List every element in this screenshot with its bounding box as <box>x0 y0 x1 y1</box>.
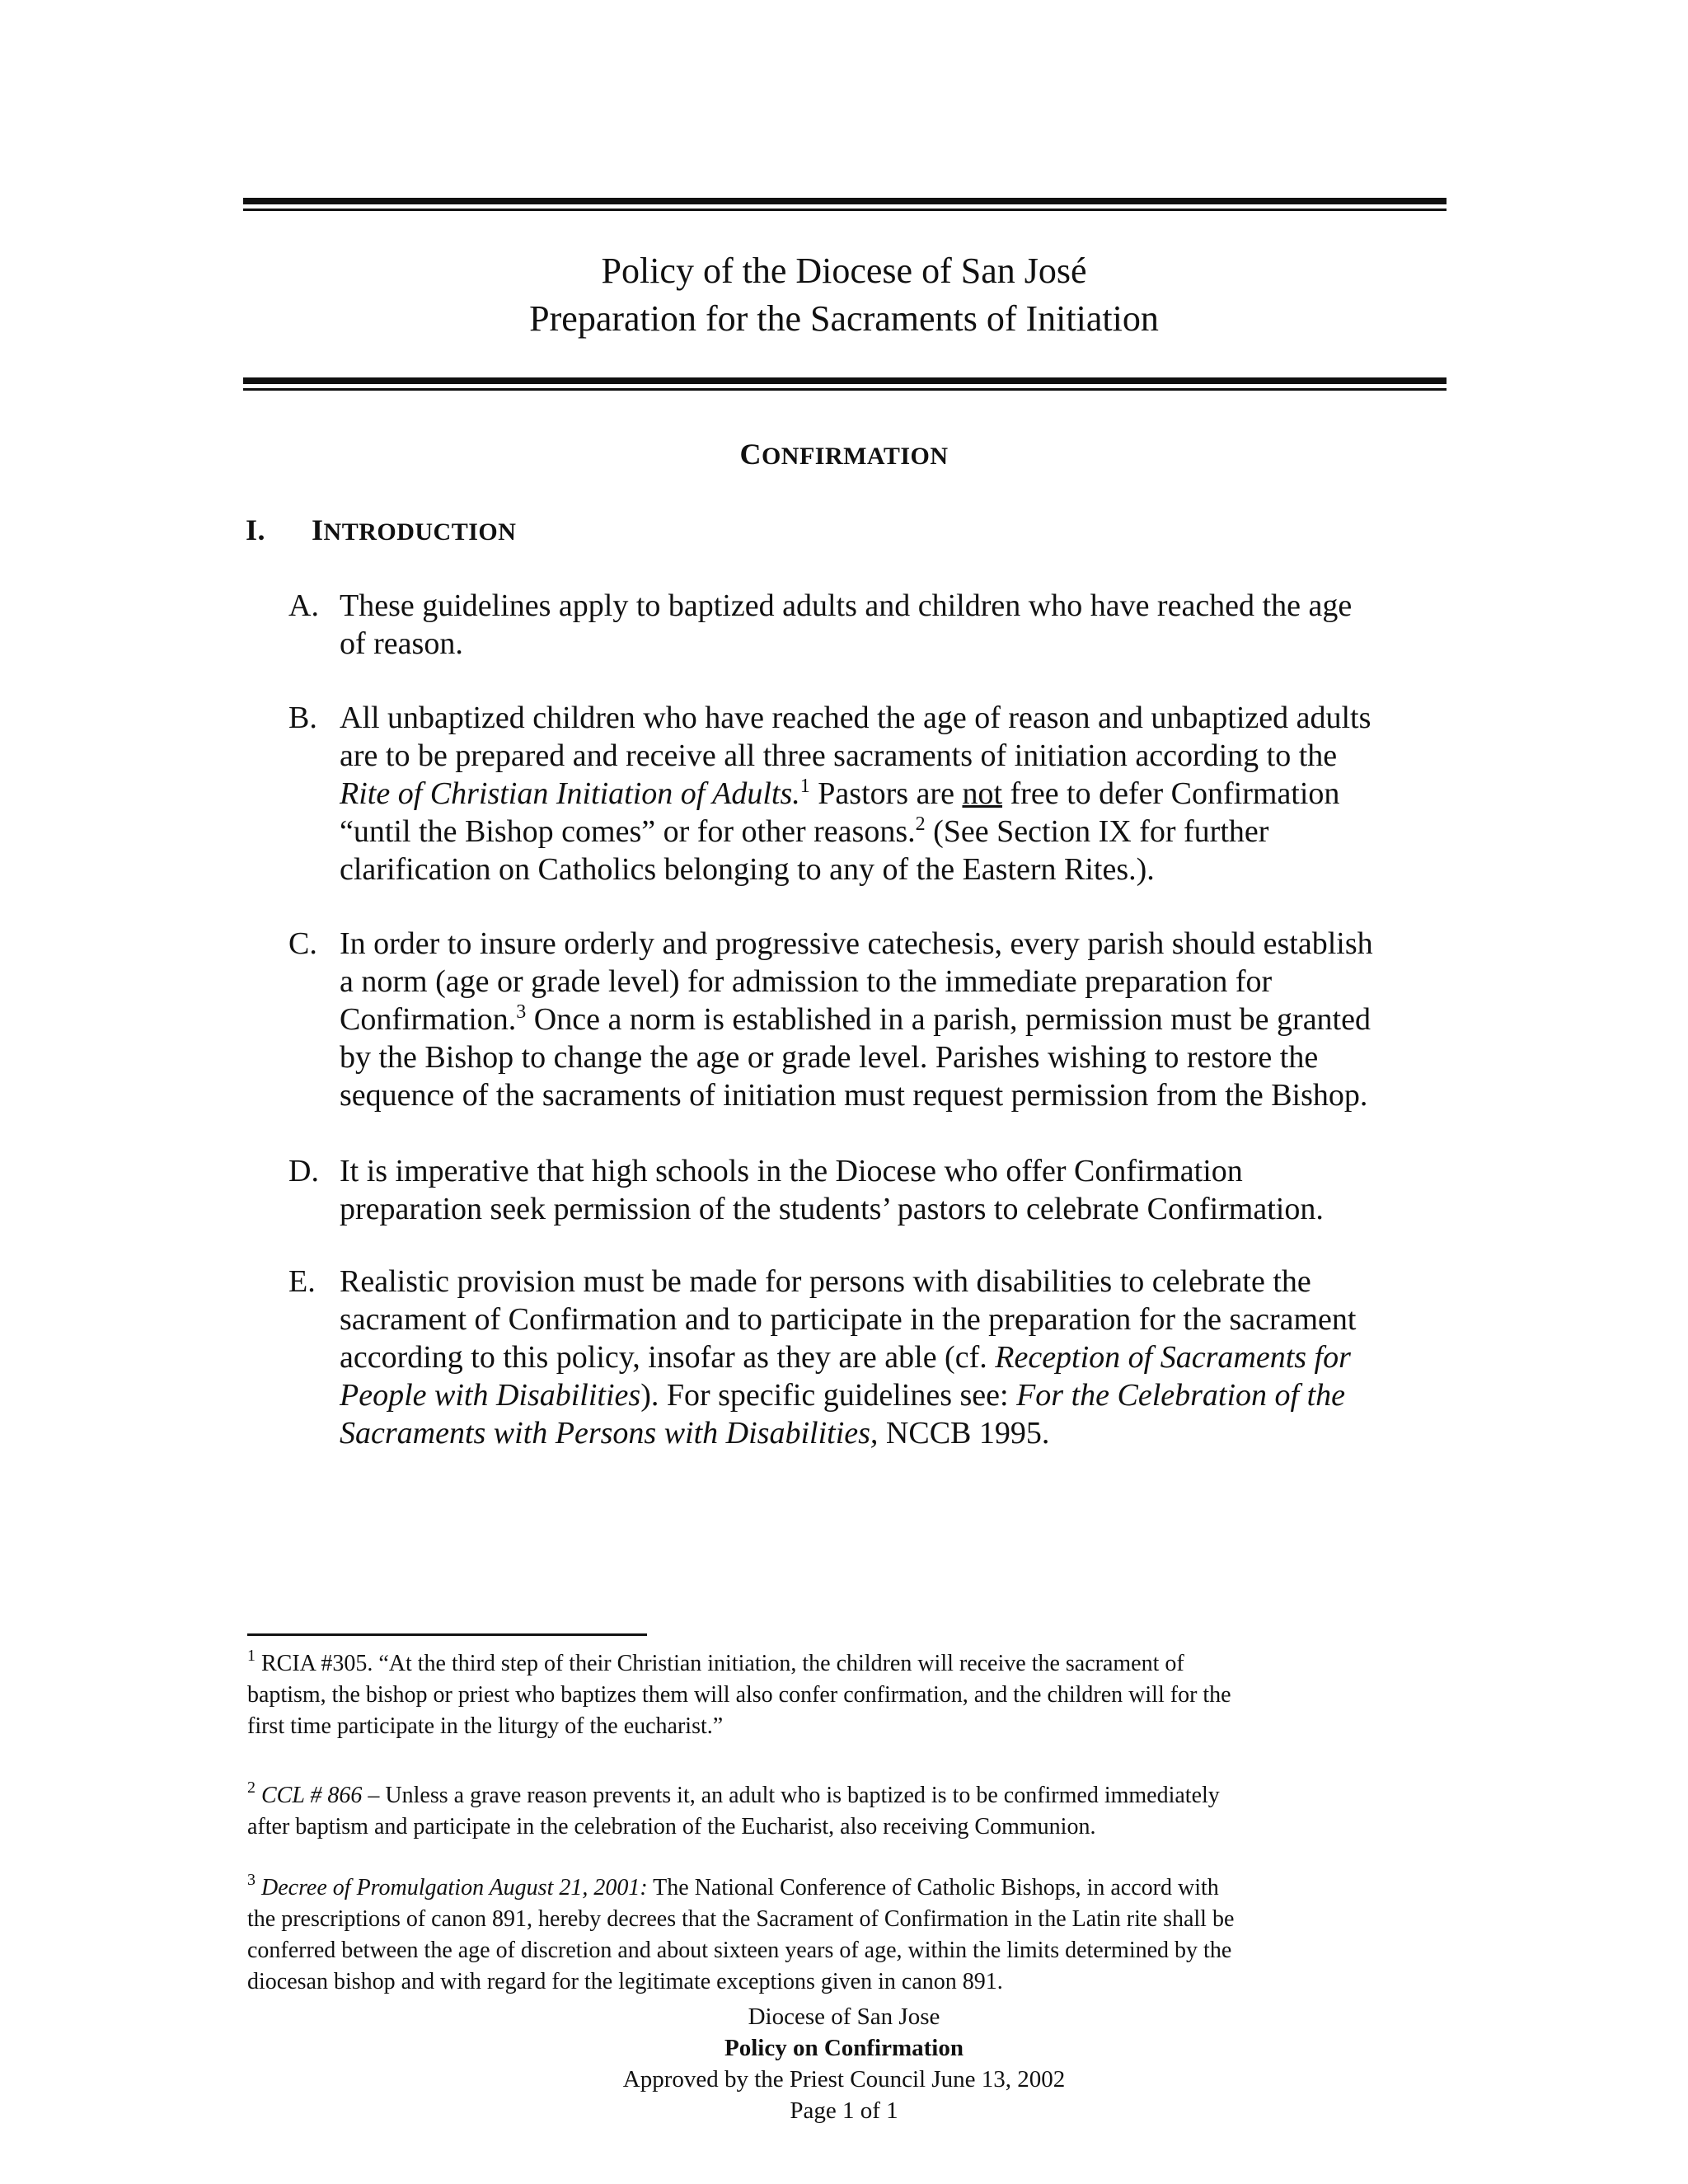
page-number: Page 1 of 1 <box>790 2097 898 2124</box>
page-footer <box>0 2001 1688 2126</box>
item-label: B. <box>288 701 317 735</box>
list-item-a <box>288 587 1376 663</box>
footer-organization: Diocese of San Jose <box>748 2004 940 2030</box>
footnote-2: $^2$ CCL # 866 – Unless a grave reason prevents it, an adult who is baptized is to be confirmed immediately after baptism and participate in the celebration of the Eucharist, also receiving Communion. <box>247 1779 1220 1840</box>
footnote-1: $^1$ RCIA #305. “At the third step of their Christian initiation, the children will receive the sacrament of baptism, the bishop or priest who baptizes them will also confer confirmation, and the children will for the first time participate in the liturgy of the eucharist.” <box>247 1647 1231 1739</box>
footnote-3: $^3$ Decree of Promulgation August 21, 2001: The National Conference of Catholic Bishops, in accord with the prescriptions of canon 891, hereby decrees that the Sacrament of Confirmation in the Latin rite shall be conferred between the age of discretion and about sixteen years of age, within the limits determined by the diocesan bishop and with regard for the legitimate exceptions given in canon 891. <box>247 1871 1235 1994</box>
footer-policy-name: Policy on Confirmation <box>724 2035 964 2061</box>
item-text: All unbaptized children who have reached the age of reason and unbaptized adults are to be prepared and receive all three sacraments of initiation according to the Rite of Christian Initiation of Adults.$^1$ Pastors are not free to defer Confirmation “until the Bishop comes” or for other reasons.$^2$ (See Section IX for further clarification on Catholics belonging to any of the Eastern Rites.). <box>340 701 1372 887</box>
list-item-c <box>288 925 1376 1114</box>
title-line-1: Policy of the Diocese of San José <box>601 251 1087 291</box>
bottom-rule-thin <box>243 388 1447 391</box>
section-title-confirmation: CONFIRMATION <box>739 438 949 471</box>
item-label: E. <box>288 1264 316 1299</box>
footnote-number: 3 <box>247 1871 256 1889</box>
document-title <box>0 247 1688 343</box>
item-label: A. <box>288 588 319 623</box>
footnote-separator <box>247 1633 647 1636</box>
section-numeral: I. <box>246 513 266 546</box>
bottom-double-rule <box>243 377 1447 391</box>
footnote-ref-3: 3 <box>516 1001 527 1023</box>
list-item-d <box>288 1152 1376 1228</box>
footnote-ref-1: 1 <box>799 776 810 797</box>
item-text: Realistic provision must be made for persons with disabilities to celebrate the sacrament of Confirmation and to participate in the preparation for the sacrament according to this policy, insofar as they are able (cf. Reception of Sacraments for People with Disabilities). For specific guidelines see: For the Celebration of the Sacraments with Persons with Disabilities, NCCB 1995. <box>340 1264 1357 1451</box>
item-label: D. <box>288 1154 319 1188</box>
list-item-e <box>288 1263 1376 1452</box>
footnote-ref-2: 2 <box>915 813 926 835</box>
title-line-2: Preparation for the Sacraments of Initiation <box>529 298 1159 339</box>
item-text: It is imperative that high schools in the Diocese who offer Confirmation preparation seek permission of the students’ pastors to celebrate Confirmation. <box>340 1154 1324 1226</box>
bottom-rule-thick <box>243 377 1447 384</box>
footnote-number: 1 <box>247 1647 256 1665</box>
top-rule-thick <box>243 198 1447 204</box>
item-text: These guidelines apply to baptized adults and children who have reached the age of reason. <box>340 588 1353 661</box>
footnote-number: 2 <box>247 1779 256 1797</box>
section-heading-introduction: I. INTRODUCTION <box>246 513 517 546</box>
top-rule-thin <box>243 209 1447 211</box>
top-double-rule <box>243 198 1447 211</box>
rcia-title: Rite of Christian Initiation of Adults. <box>340 776 800 811</box>
list-item-b <box>288 699 1376 888</box>
item-label: C. <box>288 926 317 961</box>
footer-approval: Approved by the Priest Council June 13, 2002 <box>622 2066 1066 2093</box>
item-text: In order to insure orderly and progressive catechesis, every parish should establish a norm (age or grade level) for admission to the immediate preparation for Confirmation.$^3$ Once a norm is established in a parish, permission must be granted by the Bishop to change the age or grade level. Parishes wishing to restore the sequence of the sacraments of initiation must request permission from the Bishop. <box>340 926 1373 1113</box>
